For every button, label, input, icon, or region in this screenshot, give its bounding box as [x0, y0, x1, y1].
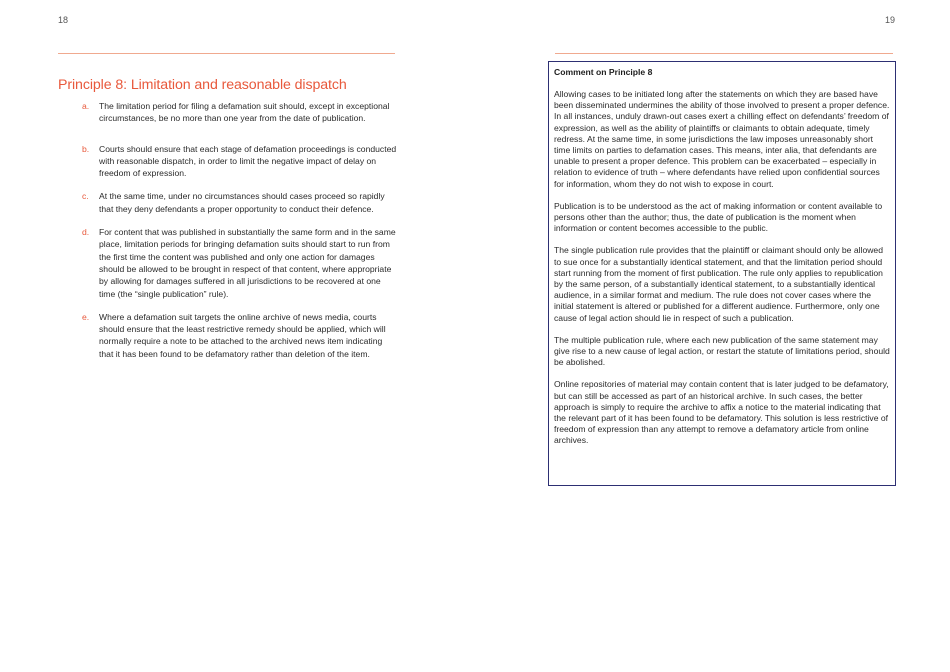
list-marker: b. [82, 143, 90, 154]
list-item [82, 226, 398, 300]
list-item-text: Courts should ensure that each stage of defamation proceedings is conducted with reasonable dispatch, in order to limit the negative impact of delay on freedom of expression. [99, 143, 397, 179]
list-marker: e. [82, 311, 90, 322]
list-item [82, 190, 398, 215]
list-marker: c. [82, 191, 89, 202]
divider-left [58, 53, 395, 54]
list-item-text: The limitation period for filing a defamation suit should, except in exceptional circumstances, be no more than one year from the date of publication. [99, 101, 390, 124]
list-item-text: Where a defamation suit targets the online archive of news media, courts should ensure that the least restrictive remedy should be applied, which will normally require a note to be attached to the archived news item indicating that it has been found to be defamatory rather than deletion of the item. [99, 311, 386, 359]
list-item [82, 100, 398, 125]
divider-right [555, 53, 893, 54]
list-item-text: At the same time, under no circumstances should cases proceed so rapidly that they deny defendants a proper opportunity to conduct their defence. [99, 191, 385, 214]
principle-heading: Principle 8: Limitation and reasonable dispatch [58, 77, 347, 93]
page-number-left: 18 [58, 15, 69, 25]
list-marker: a. [82, 101, 90, 111]
list-item [82, 311, 398, 360]
comment-paragraph: The single publication rule provides that the plaintiff or claimant should only be allowed to sue once for a substantially identical statement, and that the limitation period should start running from the moment of first publication. The rule only applies to republication by the same person, of a substantially identical statement, to a substantially identical audience, in a similar format and medium. The rule does not cover cases where the initial statement is altered or published for a different audience. Furthermore, only one cause of legal action should lie in respect of such a publication. [554, 245, 883, 323]
comment-paragraph: Publication is to be understood as the act of making information or content available to persons other than the author; thus, the date of publication is the moment when information or content becomes accessible to the public. [554, 200, 883, 234]
principle-list [82, 100, 398, 371]
list-item-text: For content that was published in substantially the same form and in the same place, limitation periods for bringing defamation suits should start to run from the first time the content was published and only one action for damages should be allowed to be brought in respect of that content, where appropriate by allowing for damages suffered in all jurisdictions to be recovered at one time (the “single publication” rule). [99, 227, 396, 299]
list-marker: d. [82, 227, 90, 238]
comment-paragraph: Allowing cases to be initiated long after the statements on which they are based have been disseminated undermines the ability of those involved to present a proper defence. In all instances, unduly drawn-out cases exert a chilling effect on defendants’ freedom of expression, as well as the ability of plaintiffs or claimants to obtain adequate, timely redress. At the same time, in some jurisdictions the law imposes unreasonably short time limits on parties to defamation cases. This means, inter alia, that defendants are unable to present a proper defence. This problem can be exacerbated – especially in relation to evidence of truth – where defendants have relied upon confidential sources for information, whom they do not wish to expose in court. [554, 89, 890, 189]
comment-box [548, 61, 896, 486]
comment-paragraph: The multiple publication rule, where each new publication of the same statement may give rise to a new cause of legal action, or restart the statute of limitations period, should be abolished. [554, 334, 890, 368]
list-item [82, 143, 398, 180]
comment-title: Comment on Principle 8 [554, 67, 653, 77]
page-number-right: 19 [885, 15, 896, 25]
comment-paragraph: Online repositories of material may contain content that is later judged to be defamatory, but can still be accessed as part of an historical archive. In such cases, the better approach is simply to require the archive to affix a notice to the material indicating that the relevant part of it has been found to be defamatory. This solution is less restrictive of freedom of expression than any attempt to remove a defamatory article from online archives. [554, 379, 889, 446]
